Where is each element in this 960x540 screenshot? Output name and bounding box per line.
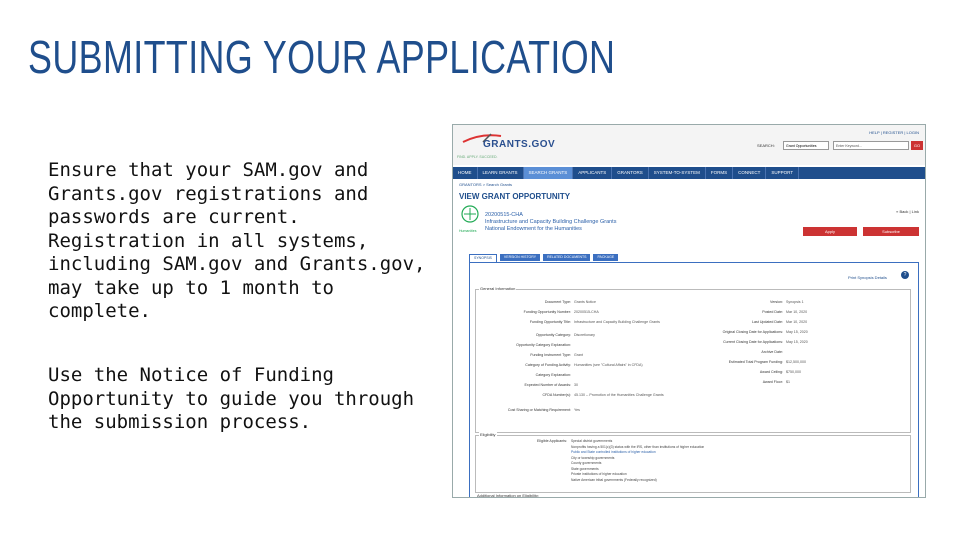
left-field-label: Funding Opportunity Number: bbox=[523, 310, 571, 314]
left-field-label: Category Explanation: bbox=[535, 373, 571, 377]
right-field-label: Current Closing Date for Applications: bbox=[723, 340, 783, 344]
tab-synopsis[interactable]: SYNOPSIS bbox=[469, 254, 497, 263]
help-icon[interactable]: ? bbox=[901, 271, 909, 279]
left-field-value: 20200515-CHA bbox=[574, 310, 599, 314]
opportunity-name: Infrastructure and Capacity Building Challenge Grants bbox=[485, 219, 617, 225]
right-field-label: Last Updated Date: bbox=[752, 320, 783, 324]
site-logo[interactable]: GRANTS.GOV bbox=[483, 139, 556, 150]
left-field-label: Funding Opportunity Title: bbox=[529, 320, 571, 324]
right-field-label: Award Ceiling: bbox=[759, 370, 783, 374]
left-field-value: 45.130 -- Promotion of the Humanities Challenge Grants bbox=[574, 393, 664, 397]
left-field-value: Grant bbox=[574, 353, 583, 357]
agency-name: National Endowment for the Humanities bbox=[485, 226, 582, 232]
right-field-label: Posted Date: bbox=[762, 310, 783, 314]
back-link[interactable]: « Back | Link bbox=[896, 209, 919, 214]
nav-item-search-grants[interactable]: SEARCH GRANTS bbox=[524, 167, 574, 179]
nav-item-support[interactable]: SUPPORT bbox=[766, 167, 799, 179]
tab-package[interactable]: PACKAGE bbox=[593, 254, 618, 261]
left-field-value: Grants Notice bbox=[574, 300, 596, 304]
nav-item-connect[interactable]: CONNECT bbox=[733, 167, 766, 179]
eligibility-title: Eligibility bbox=[480, 432, 496, 437]
search-type-select[interactable]: Grant Opportunities bbox=[783, 141, 829, 150]
breadcrumb[interactable]: GRANTORS > Search Grants bbox=[459, 182, 512, 187]
opportunity-number: 20200515-CHA bbox=[485, 212, 523, 218]
right-field-label: Archive Date: bbox=[761, 350, 783, 354]
right-field-value: Mar 10, 2020 bbox=[786, 310, 808, 314]
top-links[interactable]: HELP | REGISTER | LOGIN bbox=[869, 130, 919, 135]
right-field-value: $12,500,000 bbox=[786, 360, 806, 364]
eligible-applicant-item: State governments bbox=[571, 466, 599, 471]
left-field-label: CFDA Number(s): bbox=[542, 393, 571, 397]
subscribe-button[interactable]: Subscribe bbox=[863, 227, 919, 236]
right-field-value: May 15, 2020 bbox=[786, 340, 808, 344]
eligible-applicants-label: Eligible Applicants: bbox=[537, 439, 567, 443]
page-title: VIEW GRANT OPPORTUNITY bbox=[459, 192, 571, 201]
left-field-label: Category of Funding Activity: bbox=[525, 363, 571, 367]
eligible-applicant-item: Nonprofits having a 501(c)(3) status with the IRS, other than institutions of higher education bbox=[571, 444, 705, 449]
eligible-applicant-item: City or township governments bbox=[571, 455, 615, 460]
general-information-title: General Information bbox=[480, 286, 516, 291]
right-field-value: Synopsis 1 bbox=[786, 300, 804, 304]
apply-button[interactable]: Apply bbox=[803, 227, 857, 236]
nav-item-system-to-system[interactable]: SYSTEM-TO-SYSTEM bbox=[649, 167, 706, 179]
nav-item-grantors[interactable]: GRANTORS bbox=[612, 167, 648, 179]
left-field-value: Discretionary bbox=[574, 333, 595, 337]
left-field-label: Funding Instrument Type: bbox=[530, 353, 571, 357]
tab-related-documents[interactable]: RELATED DOCUMENTS bbox=[543, 254, 590, 261]
agency-logo-label: Humanities bbox=[459, 229, 477, 233]
nav-item-forms[interactable]: FORMS bbox=[706, 167, 733, 179]
nav-item-home[interactable]: HOME bbox=[453, 167, 478, 179]
grants-gov-screenshot bbox=[452, 124, 926, 498]
search-label: SEARCH: bbox=[757, 143, 775, 148]
eligible-applicant-item: Special district governments bbox=[571, 439, 613, 443]
tab-version-history[interactable]: VERSION HISTORY bbox=[500, 254, 540, 261]
slide-title: SUBMITTING YOUR APPLICATION bbox=[28, 31, 616, 83]
left-field-value: 30 bbox=[574, 383, 578, 387]
site-tagline: FIND. APPLY. SUCCEED. bbox=[457, 155, 498, 159]
right-field-value: $1 bbox=[786, 380, 790, 384]
agency-logo-icon bbox=[459, 205, 481, 225]
search-go-button[interactable]: GO bbox=[911, 141, 923, 150]
eligible-applicant-item: County governments bbox=[571, 461, 602, 465]
right-field-value: Mar 10, 2020 bbox=[786, 320, 808, 324]
left-field-label: Expected Number of Awards: bbox=[524, 383, 571, 387]
right-field-label: Version: bbox=[770, 300, 783, 304]
left-field-value: Infrastructure and Capacity Building Challenge Grants bbox=[574, 320, 660, 324]
paragraph-nofo: Use the Notice of Funding Opportunity to guide you through the submission process. bbox=[48, 364, 415, 433]
right-field-value: May 15, 2020 bbox=[786, 330, 808, 334]
left-field-label: Opportunity Category Explanation: bbox=[516, 343, 571, 347]
right-field-label: Original Closing Date for Applications: bbox=[722, 330, 783, 334]
left-field-label: Document Type: bbox=[544, 300, 571, 304]
left-field-value: Humanities (see "Cultural Affairs" in CFDA) bbox=[574, 363, 643, 367]
nav-item-applicants[interactable]: APPLICANTS bbox=[573, 167, 612, 179]
paragraph-registrations: Ensure that your SAM.gov and Grants.gov registrations and passwords are current. Registration in all systems, including SAM.gov and Grants.gov, may take up to 1 month to complete. bbox=[48, 159, 426, 322]
right-field-label: Award Floor: bbox=[762, 380, 783, 384]
right-field-label: Estimated Total Program Funding: bbox=[728, 360, 783, 364]
eligible-applicant-item: Native American tribal governments (Federally recognized) bbox=[571, 477, 657, 482]
main-nav bbox=[453, 167, 925, 179]
left-field-label: Opportunity Category: bbox=[535, 333, 571, 337]
left-field-value: Yes bbox=[574, 408, 580, 412]
print-synopsis-link[interactable]: Print Synopsis Details bbox=[848, 275, 887, 280]
right-field-value: $750,000 bbox=[786, 370, 801, 374]
eligible-applicant-item: Public and State controlled institutions of higher education bbox=[571, 450, 656, 454]
nav-item-learn-grants[interactable]: LEARN GRANTS bbox=[478, 167, 524, 179]
search-input[interactable]: Enter Keyword... bbox=[833, 141, 909, 150]
eligible-applicant-item: Private institutions of higher education bbox=[571, 472, 627, 476]
left-field-label: Cost Sharing or Matching Requirement: bbox=[507, 408, 571, 412]
additional-eligibility-label: Additional Information on Eligibility: bbox=[477, 493, 540, 498]
